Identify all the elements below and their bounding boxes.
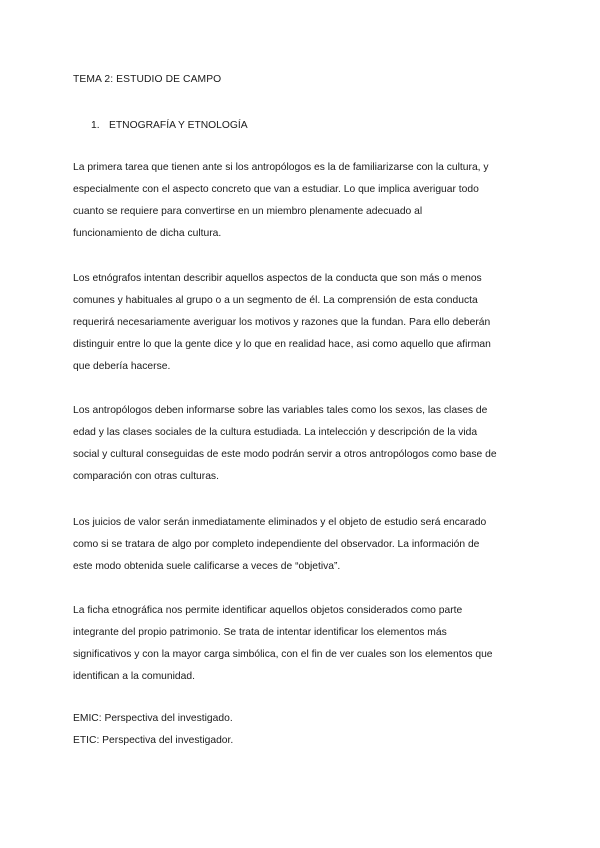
text-line: social y cultural conseguidas de este modo podrán servir a otros antropólogos como base de	[73, 449, 497, 460]
text-line: como si se tratara de algo por completo independiente del observador. La información de	[73, 539, 480, 550]
page-title: TEMA 2: ESTUDIO DE CAMPO	[73, 74, 222, 85]
text-line: Los juicios de valor serán inmediatamente eliminados y el objeto de estudio será encarado	[73, 517, 487, 528]
paragraph-5	[73, 600, 533, 688]
section-heading	[91, 120, 248, 131]
text-line: La ficha etnográfica nos permite identificar aquellos objetos considerados como parte	[73, 605, 463, 616]
text-line: integrante del propio patrimonio. Se trata de intentar identificar los elementos más	[73, 627, 447, 638]
text-line: que debería hacerse.	[73, 361, 171, 372]
text-line: este modo obtenida suele calificarse a veces de “objetiva”.	[73, 561, 341, 572]
text-line: cuanto se requiere para convertirse en un miembro plenamente adecuado al	[73, 206, 423, 217]
text-line: La primera tarea que tienen ante si los antropólogos es la de familiarizarse con la cultura, y	[73, 162, 489, 173]
text-line: requerirá necesariamente averiguar los motivos y razones que la fundan. Para ello deberán	[73, 317, 491, 328]
text-line: Los antropólogos deben informarse sobre las variables tales como los sexos, las clases de	[73, 405, 488, 416]
text-line: significativos y con la mayor carga simbólica, con el fin de ver cuales son los elementos que	[73, 649, 493, 660]
text-line: comparación con otras culturas.	[73, 471, 219, 482]
text-line: identifican a la comunidad.	[73, 671, 195, 682]
text-line: Los etnógrafos intentan describir aquellos aspectos de la conducta que son más o menos	[73, 273, 482, 284]
text-line: funcionamiento de dicha cultura.	[73, 228, 222, 239]
text-line: edad y las clases sociales de la cultura estudiada. La intelección y descripción de la vida	[73, 427, 478, 438]
paragraph-4	[73, 512, 533, 578]
text-line: especialmente con el aspecto concreto que van a estudiar. Lo que implica averiguar todo	[73, 184, 479, 195]
paragraph-2	[73, 268, 533, 378]
definition-emic: EMIC: Perspectiva del investigado.	[73, 713, 233, 724]
section-label: ETNOGRAFÍA Y ETNOLOGÍA	[109, 120, 248, 131]
paragraph-1	[73, 157, 533, 245]
text-line: distinguir entre lo que la gente dice y lo que en realidad hace, asi como aquello que afirman	[73, 339, 491, 350]
section-number: 1.	[91, 120, 100, 131]
definition-etic: ETIC: Perspectiva del investigador.	[73, 735, 234, 746]
text-line: comunes y habituales al grupo o a un segmento de él. La comprensión de esta conducta	[73, 295, 478, 306]
paragraph-3	[73, 400, 533, 488]
